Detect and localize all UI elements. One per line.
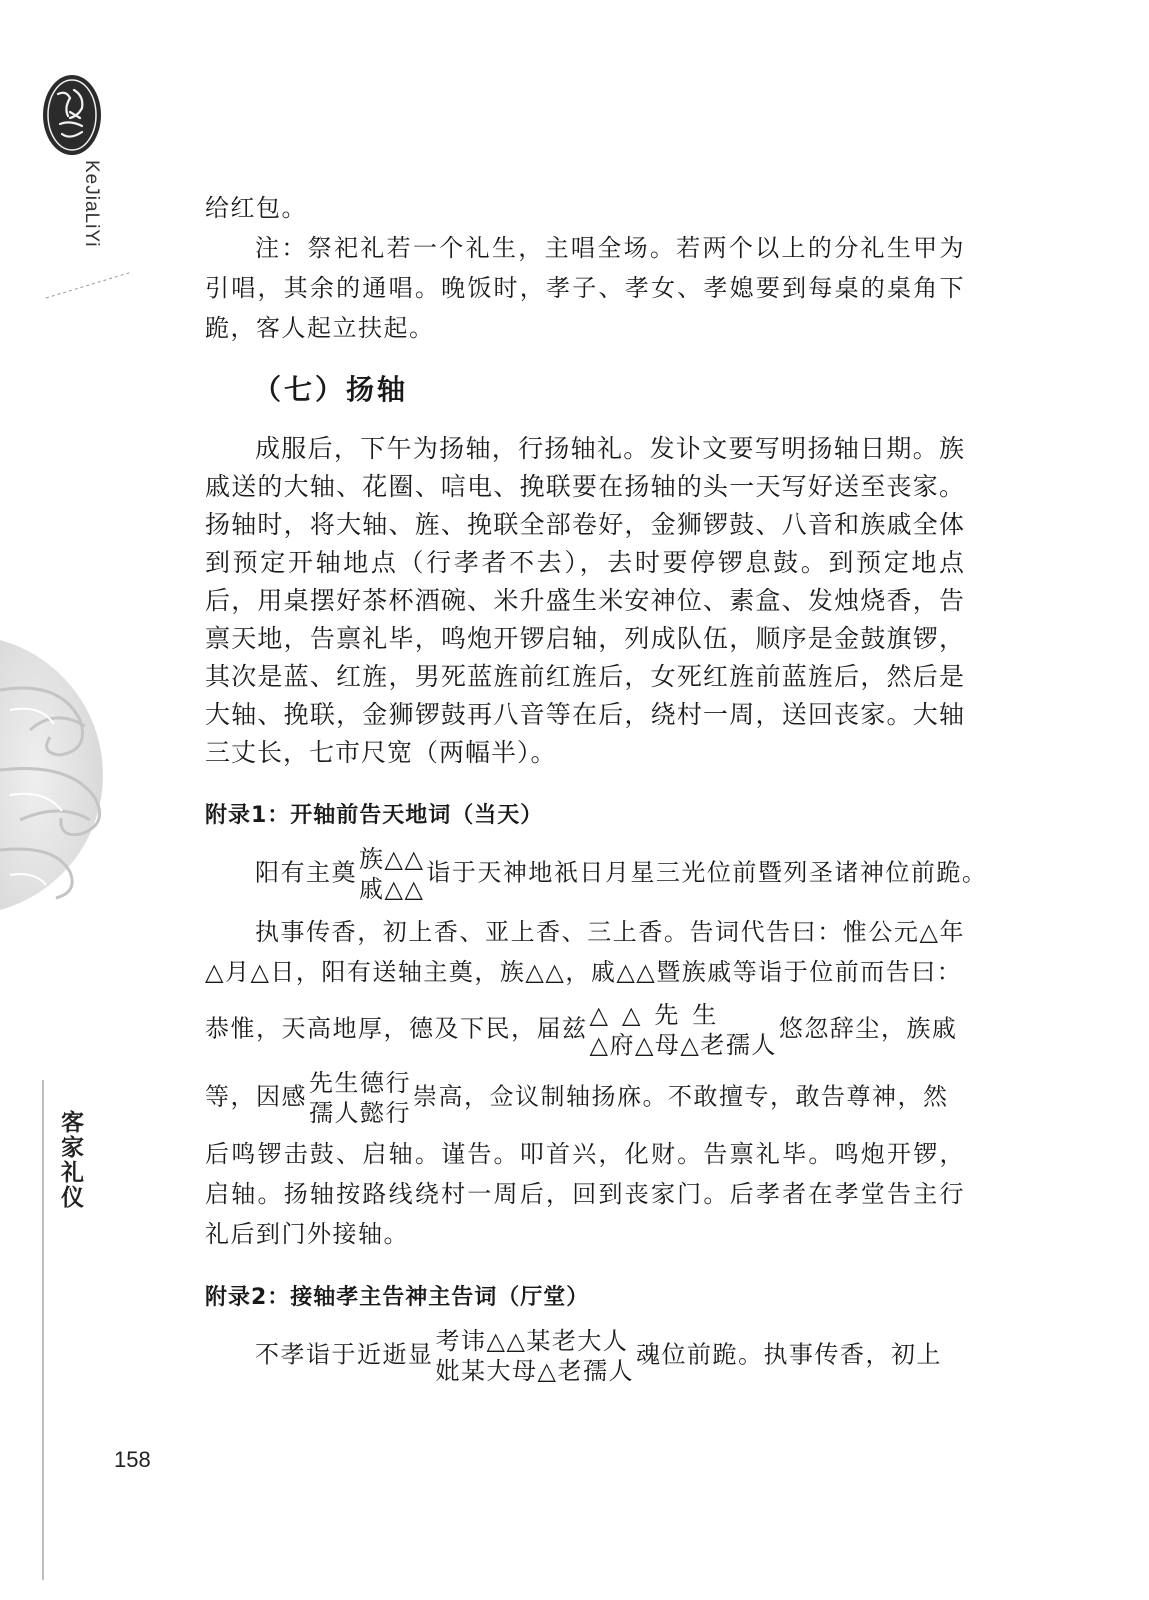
- appendix-1-paragraph-5: 后鸣锣击鼓、启轴。谨告。叩首兴，化财。告禀礼毕。鸣炮开锣，启轴。扬轴按路线绕村一周后，回到丧家门。后孝者在孝堂告主行礼后到门外接轴。: [205, 1140, 965, 1248]
- note-paragraph: 注：祭祀礼若一个礼生，主唱全场。若两个以上的分礼生甲为引唱，其余的通唱。晚饭时，孝子、孝女、孝媳要到每桌的桌角下跪，客人起立扶起。: [205, 234, 965, 342]
- appendix-1-paragraph-2: 执事传香，初上香、亚上香、三上香。告词代告曰：惟公元△年△月△日，阳有送轴主奠，族△△，戚△△暨族戚等诣于位前而告曰：: [205, 918, 965, 986]
- appendix-2-line-1: [205, 1326, 965, 1386]
- margin-rule: [42, 1080, 44, 1580]
- stack-bottom: 戚△△: [359, 875, 425, 903]
- continued-paragraph: 给红包。: [205, 194, 307, 222]
- side-latin-title: KeJiaLiYi: [81, 160, 102, 248]
- text-segment: 崇高，佥议制轴扬庥。不敢擅专，敢告尊神，然: [413, 1082, 949, 1111]
- page-number: 158: [114, 1447, 151, 1472]
- stack-top: 族△△: [359, 845, 425, 873]
- text-segment: 阳有主奠: [255, 858, 357, 887]
- side-chapter-title: 客家礼仪: [57, 1110, 83, 1210]
- section-heading: （七）扬轴: [253, 373, 409, 406]
- appendix-1-title: 附录1：开轴前告天地词（当天）: [205, 803, 544, 828]
- stack-top: 先生德行: [309, 1069, 411, 1097]
- appendix-1-line-4: [205, 1068, 965, 1128]
- stack-bottom: 妣某大母△老孺人: [435, 1357, 634, 1385]
- page-content: [205, 188, 988, 1386]
- stack-top: 考讳△△某老大人: [435, 1327, 629, 1355]
- text-segment: 魂位前跪。执事传香，初上: [635, 1340, 942, 1369]
- stack-bottom: △府△母△老孺人: [589, 1031, 777, 1059]
- stacked-choice: [436, 1326, 634, 1386]
- appendix-2-title: 附录2：接轴孝主告神主告词（厅堂）: [205, 1285, 590, 1310]
- appendix-1-line-1: [205, 844, 988, 904]
- stacked-choice: [359, 844, 424, 904]
- text-segment: 不孝诣于近逝显: [255, 1340, 434, 1369]
- dashed-decor-line: [44, 270, 134, 300]
- main-paragraph: 成服后，下午为扬轴，行扬轴礼。发讣文要写明扬轴日期。族戚送的大轴、花圈、唁电、挽联要在扬轴的头一天写好送至丧家。扬轴时，将大轴、旌、挽联全部卷好，金狮锣鼓、八音和族戚全体到预定开轴地点（行孝者不去），去时要停锣息鼓。到预定地点后，用桌摆好茶杯酒碗、米升盛生米安神位、素盒、发烛烧香，告禀天地，告禀礼毕，鸣炮开锣启轴，列成队伍，顺序是金鼓旗锣，其次是蓝、红旌，男死蓝旌前红旌后，女死红旌前蓝旌后，然后是大轴、挽联，金狮锣鼓再八音等在后，绕村一周，送回丧家。大轴三丈长，七市尺宽（两幅半）。: [205, 434, 965, 767]
- appendix-1-line-3: [205, 1000, 965, 1060]
- stacked-choice: [590, 1000, 777, 1060]
- text-segment: 悠忽辞尘，族戚: [778, 1014, 958, 1043]
- stack-top: △△先生: [589, 1001, 731, 1029]
- text-segment: 恭惟，天高地厚，德及下民，届兹: [205, 1014, 588, 1043]
- stack-bottom: 孺人懿行: [309, 1099, 411, 1127]
- stacked-choice: [309, 1068, 411, 1128]
- text-segment: 诣于天神地祇日月星三光位前暨列圣诸神位前跪。: [426, 858, 988, 887]
- text-segment: 等，因感: [205, 1082, 307, 1111]
- seal-logo: [40, 72, 104, 158]
- cloud-spiral-ornament: [0, 630, 175, 920]
